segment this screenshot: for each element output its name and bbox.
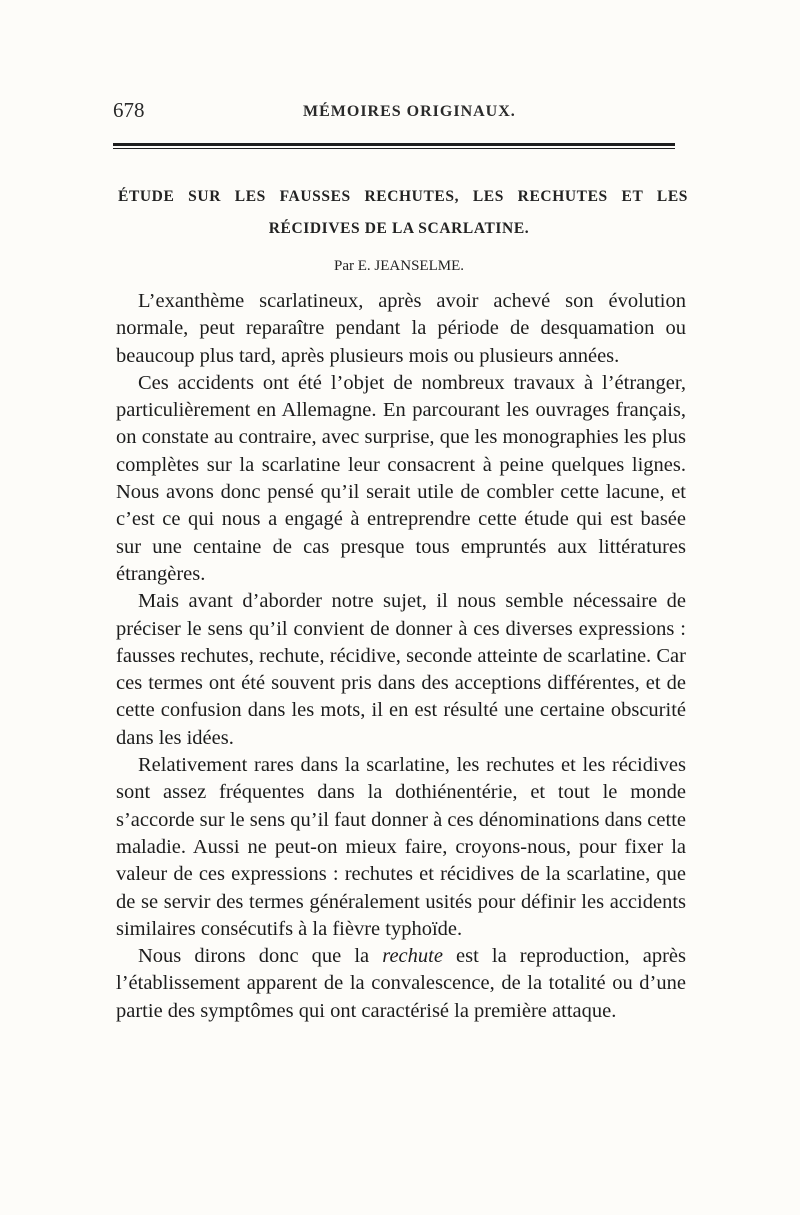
paragraph-text: est la reproduction, après l’établissement apparent de la convalescence, de la totalité ou d’une partie des symptômes qui ont caractérisé la première attaque.: [116, 945, 687, 1022]
paragraph: Ces accidents ont été l’objet de nombreux travaux à l’étranger, particulièrement en Allemagne. En parcourant les ouvrages français, on constate au contraire, avec surprise, que les monographies les plus complètes sur la scarlatine leur consacrent à peine quelques lignes. Nous avons donc pensé qu’il serait utile de combler cette lacune, et c’est ce qui nous a engagé à entreprendre cette étude qui est basée sur une centaine de cas presque tous empruntés aux littératures étrangères.: [116, 371, 686, 585]
paragraph: L’exanthème scarlatineux, après avoir achevé son évolution normale, peut reparaître pendant la période de desquamation ou beaucoup plus tard, après plusieurs mois ou plusieurs années.: [116, 290, 686, 367]
paragraph: Relativement rares dans la scarlatine, les rechutes et les récidives sont assez fréquentes dans la dothiénentérie, et tout le monde s’accorde sur le sens qu’il faut donner à ces dénominations dans cette maladie. Aussi ne peut-on mieux faire, croyons-nous, pour fixer la valeur de ces expressions : rechutes et récidives de la scarlatine, que de se servir des termes généralement usités pour définir les accidents similaires consécutifs à la fièvre typhoïde.: [116, 754, 686, 940]
author-byline: Par E. JEANSELME.: [334, 258, 464, 274]
header-rule-thick: [113, 143, 675, 146]
article-title-line-2: RÉCIDIVES DE LA SCARLATINE.: [268, 220, 530, 237]
emphasized-term: rechute: [382, 945, 443, 968]
running-title: MÉMOIRES ORIGINAUX.: [303, 103, 516, 120]
paragraph-text: Nous dirons donc que la: [138, 945, 383, 968]
article-title-line-1: ÉTUDE SUR LES FAUSSES RECHUTES, LES RECHUTES ET LES: [118, 188, 688, 205]
paragraph-definition: [116, 943, 686, 1025]
paragraph: Mais avant d’aborder notre sujet, il nous semble nécessaire de préciser le sens qu’il convient de donner à ces diverses expressions : fausses rechutes, rechute, récidive, seconde atteinte de scarlatine. Car ces termes ont été souvent pris dans des acceptions différentes, et de cette confusion dans les mots, il en est résulté une certaine obscurité dans les idées.: [116, 590, 686, 749]
running-head: [113, 98, 673, 128]
article-body: [116, 288, 686, 1025]
header-rule-thin: [113, 148, 675, 149]
page-number: 678: [113, 98, 145, 122]
